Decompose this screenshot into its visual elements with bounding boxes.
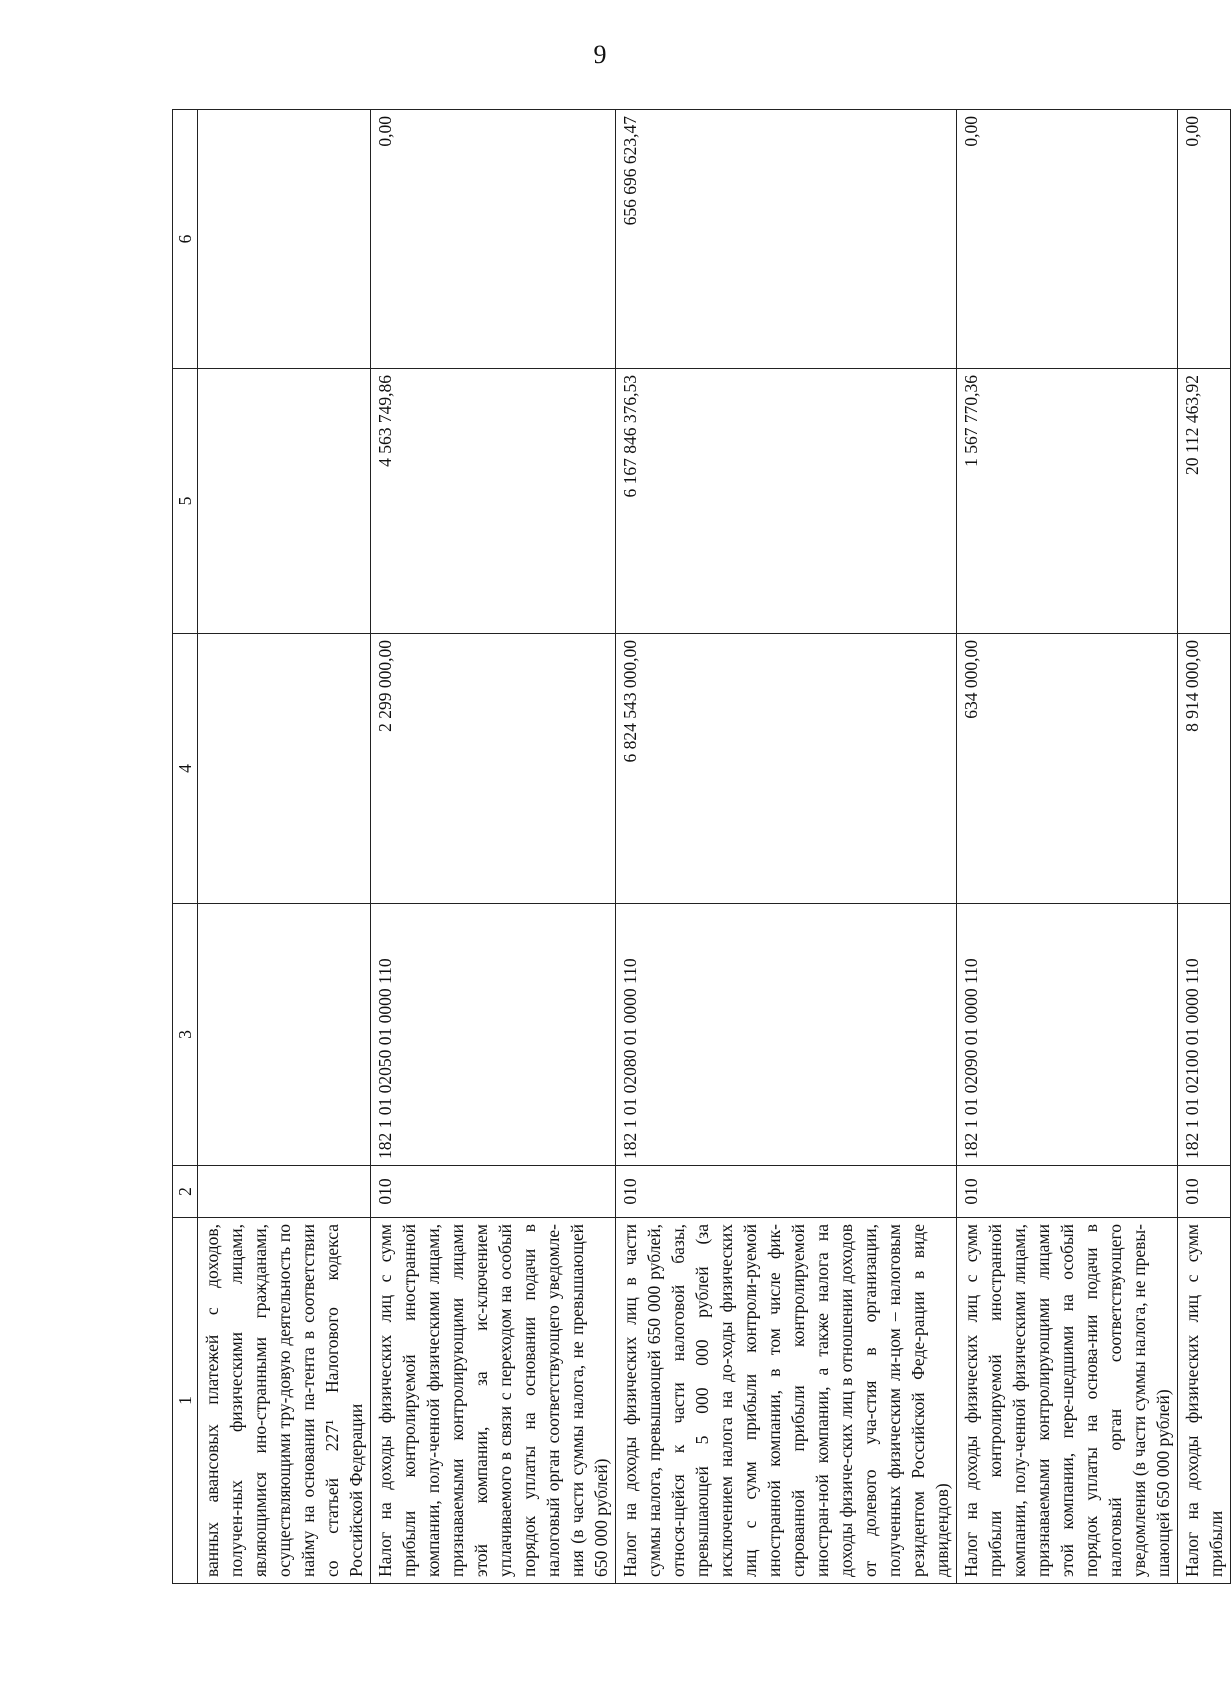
income-description: Налог на доходы физических лиц с сумм прибыли bbox=[1178, 1218, 1231, 1584]
budget-classification-code bbox=[198, 904, 371, 1166]
header-cell: 6 bbox=[173, 110, 198, 369]
income-description: Налог на доходы физических лиц с сумм прибыли контролируемой иностранной компании, полу-ченной физическими лицами, признаваемыми контролирующими лицами этой компании, за ис-ключением уплачиваемого в связи с переходом на особый порядок уплаты на основании подачи в налоговый орган соответствующего уведомле-ния (в части суммы налога, не превышающей 650 000 рублей) bbox=[371, 1218, 616, 1584]
table-row bbox=[957, 110, 1178, 1584]
row-code: 010 bbox=[616, 1166, 957, 1218]
rotated-table-container bbox=[172, 110, 1226, 1584]
row-code: 010 bbox=[371, 1166, 616, 1218]
amount-col4 bbox=[198, 634, 371, 904]
amount-col4: 6 824 543 000,00 bbox=[616, 634, 957, 904]
amount-col5: 4 563 749,86 bbox=[371, 369, 616, 634]
amount-col4: 634 000,00 bbox=[957, 634, 1178, 904]
table-row bbox=[1178, 110, 1231, 1584]
header-cell: 5 bbox=[173, 369, 198, 634]
row-code: 010 bbox=[1178, 1166, 1231, 1218]
header-cell: 4 bbox=[173, 634, 198, 904]
amount-col6: 0,00 bbox=[957, 110, 1178, 369]
amount-col5 bbox=[198, 369, 371, 634]
table-row bbox=[371, 110, 616, 1584]
row-code bbox=[198, 1166, 371, 1218]
table-row bbox=[198, 110, 371, 1584]
table-row bbox=[616, 110, 957, 1584]
header-cell: 1 bbox=[173, 1218, 198, 1584]
header-cell: 2 bbox=[173, 1166, 198, 1218]
budget-classification-code: 182 1 01 02090 01 0000 110 bbox=[957, 904, 1178, 1166]
row-code: 010 bbox=[957, 1166, 1178, 1218]
income-description: Налог на доходы физических лиц в части суммы налога, превышающей 650 000 рублей, относя-щейся к части налоговой базы, превышающей 5 000 000 рублей (за исключением налога на до-ходы физических лиц с сумм прибыли контроли-руемой иностранной компании, в том числе фик-сированной прибыли контролируемой иностран-ной компании, а также налога на доходы физиче-ских лиц в отношении доходов от долевого уча-стия в организации, полученных физическим ли-цом – налоговым резидентом Российской Феде-рации в виде дивидендов) bbox=[616, 1218, 957, 1584]
amount-col5: 20 112 463,92 bbox=[1178, 369, 1231, 634]
amount-col4: 2 299 000,00 bbox=[371, 634, 616, 904]
budget-classification-code: 182 1 01 02100 01 0000 110 bbox=[1178, 904, 1231, 1166]
amount-col6: 656 696 623,47 bbox=[616, 110, 957, 369]
amount-col6: 0,00 bbox=[1178, 110, 1231, 369]
amount-col6: 0,00 bbox=[371, 110, 616, 369]
budget-table bbox=[172, 109, 1231, 1584]
income-description: Налог на доходы физических лиц с сумм прибыли контролируемой иностранной компании, полу-ченной физическими лицами, признаваемыми контролирующими лицами этой компании, пере-шедшими на особый порядок уплаты на основа-нии подачи в налоговый орган соответствующего уведомления (в части суммы налога, не превы-шающей 650 000 рублей) bbox=[957, 1218, 1178, 1584]
table-header-row bbox=[173, 110, 198, 1584]
income-description: ванных авансовых платежей с доходов, получен-ных физическими лицами, являющимися ино-странными гражданами, осуществляющими тру-довую деятельность по найму на основании па-тента в соответствии со статьей 227¹ Налогового кодекса Российской Федерации bbox=[198, 1218, 371, 1584]
page-number: 9 bbox=[593, 40, 607, 69]
amount-col6 bbox=[198, 110, 371, 369]
budget-classification-code: 182 1 01 02080 01 0000 110 bbox=[616, 904, 957, 1166]
header-cell: 3 bbox=[173, 904, 198, 1166]
amount-col4: 8 914 000,00 bbox=[1178, 634, 1231, 904]
amount-col5: 1 567 770,36 bbox=[957, 369, 1178, 634]
budget-classification-code: 182 1 01 02050 01 0000 110 bbox=[371, 904, 616, 1166]
amount-col5: 6 167 846 376,53 bbox=[616, 369, 957, 634]
